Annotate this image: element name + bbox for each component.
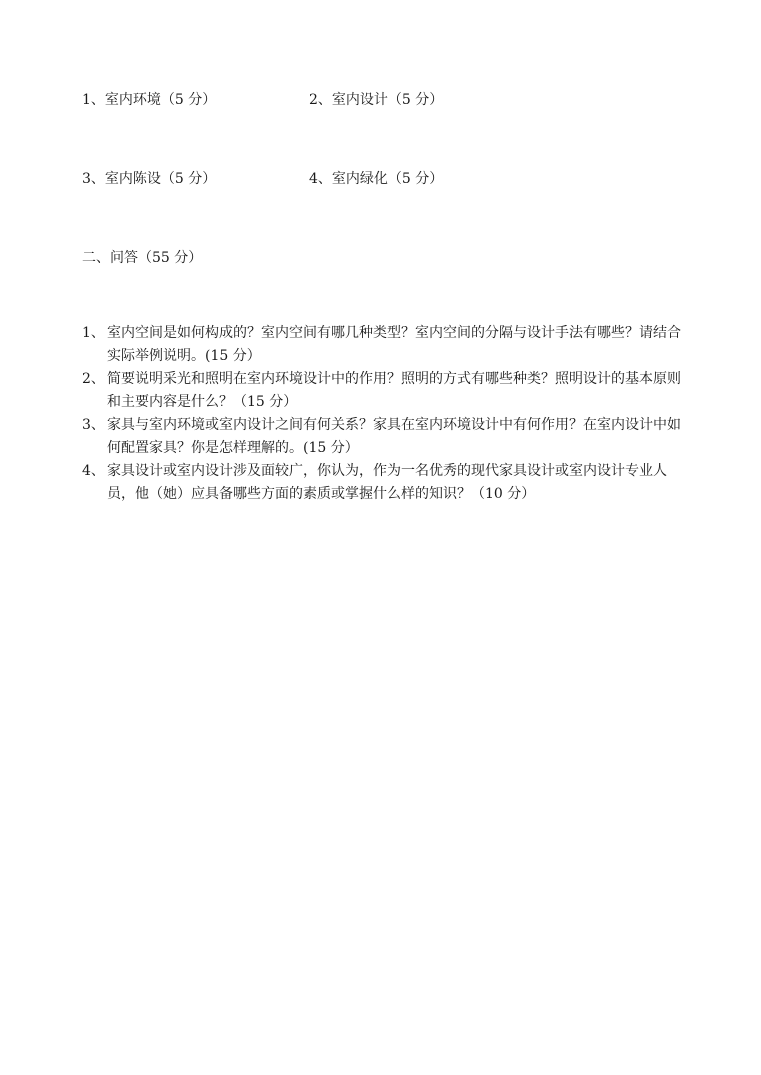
term-number: 2、 [309, 92, 332, 108]
question-item [82, 368, 682, 414]
term-text: 室内绿化（5 分） [331, 171, 444, 187]
question-item [82, 414, 682, 460]
question-item [82, 322, 682, 368]
question-number: 2、 [82, 371, 105, 387]
term-text: 室内设计（5 分） [331, 92, 444, 108]
term-text: 室内环境（5 分） [104, 92, 217, 108]
question-text: 家具与室内环境或室内设计之间有何关系？家具在室内环境设计中有何作用？在室内设计中如何配置家具？你是怎样理解的。(15 分） [107, 417, 681, 456]
question-item [82, 460, 682, 506]
question-number: 4、 [82, 463, 105, 479]
question-text: 家具设计或室内设计涉及面较广，你认为，作为一名优秀的现代家具设计或室内设计专业人员，他（她）应具备哪些方面的素质或掌握什么样的知识？（10 分） [107, 463, 667, 502]
term-item [309, 90, 443, 110]
section-heading: 二、问答（55 分） [82, 250, 203, 266]
question-number: 3、 [82, 417, 105, 433]
term-item [309, 169, 443, 189]
term-text: 室内陈设（5 分） [104, 171, 217, 187]
term-item [82, 90, 216, 110]
question-text: 简要说明采光和照明在室内环境设计中的作用？照明的方式有哪些种类？照明设计的基本原则和主要内容是什么？（15 分） [107, 371, 681, 410]
question-text: 室内空间是如何构成的？室内空间有哪几种类型？室内空间的分隔与设计手法有哪些？请结合实际举例说明。(15 分） [107, 325, 681, 364]
term-number: 1、 [82, 92, 105, 108]
question-number: 1、 [82, 325, 105, 341]
term-item [82, 169, 216, 189]
term-number: 4、 [309, 171, 332, 187]
term-number: 3、 [82, 171, 105, 187]
question-list [82, 322, 682, 506]
